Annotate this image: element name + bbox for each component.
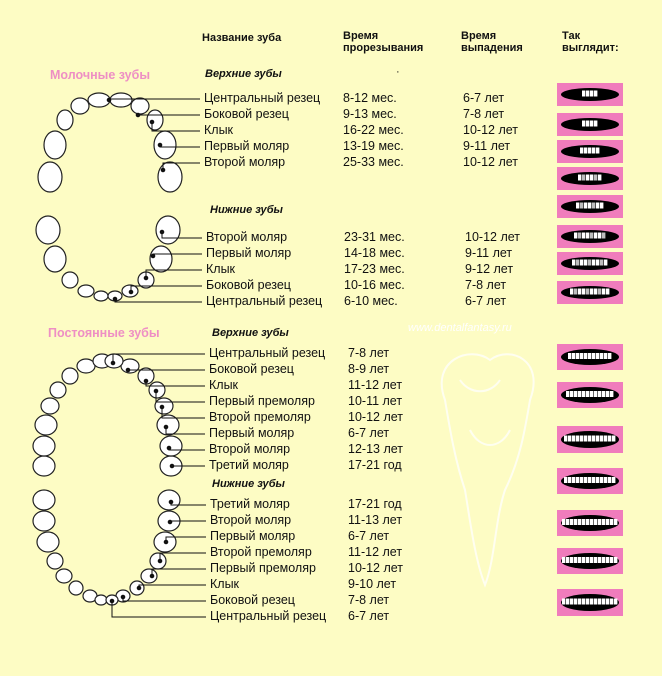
loss-time: 7-8 лет <box>463 107 505 121</box>
tooth-name: Центральный резец <box>210 609 327 623</box>
tooth-name: Второй моляр <box>210 513 292 527</box>
eruption-time: 6-7 лет <box>348 426 390 440</box>
leader-dot <box>160 405 164 409</box>
tooth-name: Первый моляр <box>209 426 295 440</box>
leader-dot <box>168 520 172 524</box>
mouth-thumbnail <box>557 140 623 163</box>
leader-dot <box>169 500 173 504</box>
mouth-thumbnail <box>557 252 623 275</box>
mouth-thumbnail <box>557 548 623 574</box>
permanent-upper-arch <box>33 354 182 476</box>
leader-dot <box>144 276 148 280</box>
eruption-time: 23-31 мес. <box>344 230 405 244</box>
tooth-name: Центральный резец <box>209 346 326 360</box>
leader-dot <box>111 361 115 365</box>
mouth-thumbnail <box>557 113 623 136</box>
loss-time: 9-12 лет <box>465 262 514 276</box>
milk-lower-arch <box>36 216 180 301</box>
mouth-thumbnail <box>557 468 623 494</box>
tooth-name: Второй моляр <box>206 230 288 244</box>
eruption-time: 12-13 лет <box>348 442 403 456</box>
tooth-name: Клык <box>210 577 240 591</box>
eruption-time: 13-19 мес. <box>343 139 404 153</box>
mouth-thumbnail <box>557 281 623 304</box>
tooth-name: Центральный резец <box>206 294 323 308</box>
leader-dot <box>170 464 174 468</box>
tooth-name: Боковой резец <box>210 593 295 607</box>
permanent-teeth-title: Постоянные зубы <box>48 326 160 340</box>
eruption-time: 7-8 лет <box>348 346 390 360</box>
loss-time: 7-8 лет <box>465 278 507 292</box>
eruption-time: 17-23 мес. <box>344 262 405 276</box>
mouth-thumbnail <box>557 195 623 218</box>
tooth-name: Боковой резец <box>204 107 289 121</box>
milk-upper-title: Верхние зубы <box>205 68 282 80</box>
permanent-lower-arch <box>33 490 180 605</box>
tooth-name: Второй моляр <box>204 155 286 169</box>
leader-line <box>152 569 206 576</box>
tooth-name: Первый моляр <box>204 139 290 153</box>
leader-dot <box>137 586 141 590</box>
loss-time: 9-11 лет <box>465 246 513 260</box>
tooth-name: Второй моляр <box>209 442 291 456</box>
stray-dot: · <box>396 66 400 78</box>
permanent-lower-title: Нижние зубы <box>212 478 285 490</box>
loss-time: 10-12 лет <box>463 155 518 169</box>
leader-dot <box>164 425 168 429</box>
tooth-name: Боковой резец <box>206 278 291 292</box>
leader-line <box>146 270 202 278</box>
leader-line <box>112 601 206 617</box>
mouth-thumbnail <box>557 83 623 106</box>
leader-dot <box>113 297 117 301</box>
eruption-time: 11-13 лет <box>348 513 403 527</box>
leader-dot <box>121 595 125 599</box>
loss-time: 6-7 лет <box>465 294 507 308</box>
permanent-upper-title: Верхние зубы <box>212 327 289 339</box>
leader-dot <box>154 389 158 393</box>
eruption-time: 11-12 лет <box>348 545 403 559</box>
milk-upper-arch <box>38 93 182 192</box>
eruption-time: 14-18 мес. <box>344 246 405 260</box>
loss-time: 10-12 лет <box>465 230 520 244</box>
watermark-url: www.dentalfantasy.ru <box>408 322 512 334</box>
eruption-time: 9-13 мес. <box>343 107 397 121</box>
leader-dot <box>161 168 165 172</box>
eruption-time: 11-12 лет <box>348 378 403 392</box>
eruption-time: 6-10 мес. <box>344 294 398 308</box>
leader-dot <box>150 120 154 124</box>
eruption-time: 10-11 лет <box>348 394 403 408</box>
leader-line <box>160 553 206 561</box>
tooth-name: Третий моляр <box>210 497 290 511</box>
leader-dot <box>158 559 162 563</box>
leader-dot <box>144 379 148 383</box>
eruption-time: 8-9 лет <box>348 362 390 376</box>
leader-dot <box>126 368 130 372</box>
tooth-name: Второй премоляр <box>209 410 311 424</box>
mouth-thumbnail <box>557 344 623 370</box>
mouth-thumbnail <box>557 426 623 453</box>
eruption-time: 10-12 лет <box>348 561 403 575</box>
tooth-name: Центральный резец <box>204 91 321 105</box>
tooth-name: Клык <box>209 378 239 392</box>
leader-dot <box>107 98 111 102</box>
loss-time: 6-7 лет <box>463 91 505 105</box>
leader-line <box>139 585 206 588</box>
tooth-name: Первый премоляр <box>209 394 315 408</box>
eruption-time: 10-16 мес. <box>344 278 405 292</box>
tooth-name: Клык <box>204 123 234 137</box>
leader-dot <box>129 290 133 294</box>
leader-dot <box>158 143 162 147</box>
loss-time: 10-12 лет <box>463 123 518 137</box>
leader-dot <box>151 254 155 258</box>
leader-dot <box>167 446 171 450</box>
leader-dot <box>110 599 114 603</box>
leader-dot <box>164 540 168 544</box>
mouth-thumbnail <box>557 589 623 616</box>
header-looks-like: Так выглядит: <box>562 30 619 54</box>
header-tooth-name: Название зуба <box>202 32 282 44</box>
watermark-tooth-illustration <box>442 354 534 585</box>
tooth-name: Клык <box>206 262 236 276</box>
leader-line <box>115 299 202 302</box>
mouth-thumbnail <box>557 167 623 190</box>
milk-teeth-title: Молочные зубы <box>50 68 150 82</box>
tooth-name: Третий моляр <box>209 458 289 472</box>
tooth-name: Боковой резец <box>209 362 294 376</box>
loss-time: 9-11 лет <box>463 139 511 153</box>
header-loss-time: Время выпадения <box>461 30 523 54</box>
tooth-name: Второй премоляр <box>210 545 312 559</box>
eruption-time: 25-33 мес. <box>343 155 404 169</box>
eruption-time: 6-7 лет <box>348 609 390 623</box>
header-eruption-time: Время прорезывания <box>343 30 424 54</box>
tooth-name: Первый премоляр <box>210 561 316 575</box>
leader-dot <box>160 230 164 234</box>
mouth-thumbnail <box>557 225 623 248</box>
leader-line <box>123 597 206 601</box>
mouth-thumbnail <box>557 510 623 536</box>
eruption-time: 16-22 мес. <box>343 123 404 137</box>
leader-dot <box>150 574 154 578</box>
leader-dot <box>136 113 140 117</box>
tooth-name: Первый моляр <box>206 246 292 260</box>
eruption-time: 9-10 лет <box>348 577 397 591</box>
eruption-time: 8-12 мес. <box>343 91 397 105</box>
eruption-time: 10-12 лет <box>348 410 403 424</box>
eruption-time: 6-7 лет <box>348 529 390 543</box>
eruption-time: 17-21 год <box>348 458 402 472</box>
milk-lower-title: Нижние зубы <box>210 204 283 216</box>
mouth-thumbnail <box>557 382 623 408</box>
eruption-time: 17-21 год <box>348 497 402 511</box>
eruption-time: 7-8 лет <box>348 593 390 607</box>
tooth-name: Первый моляр <box>210 529 296 543</box>
